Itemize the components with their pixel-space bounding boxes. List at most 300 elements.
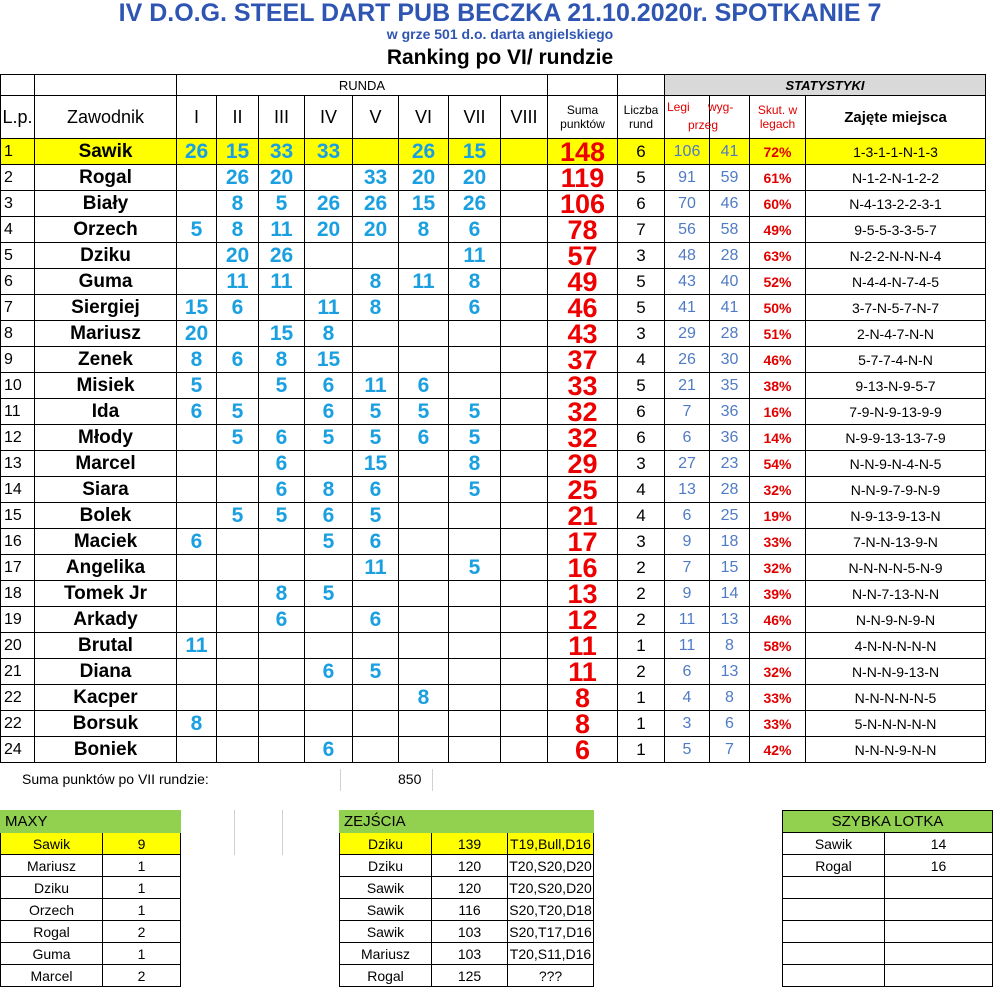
round-3-score: 15: [259, 321, 305, 347]
zejscia-points: 103: [432, 943, 508, 965]
round-header-3: III: [259, 96, 305, 139]
legs-lost: 15: [710, 555, 750, 581]
total-points: 8: [548, 685, 618, 711]
total-points: 11: [548, 633, 618, 659]
lp-cell: 3: [1, 191, 35, 217]
grid-line: [234, 810, 235, 855]
rounds-played: 4: [618, 477, 665, 503]
round-7-score: 15: [449, 139, 501, 165]
szybka-darts: [885, 943, 993, 965]
zejscia-title: ZEJŚCIA: [340, 811, 432, 833]
lp-cell: 4: [1, 217, 35, 243]
zejscia-player: Dziku: [340, 833, 432, 855]
zejscia-player: Rogal: [340, 965, 432, 987]
legs-won: 13: [665, 477, 710, 503]
leg-efficiency: 14%: [750, 425, 806, 451]
summary-value: 850: [398, 771, 422, 787]
round-3-score: 5: [259, 373, 305, 399]
player-name: Rogal: [35, 165, 177, 191]
legs-won: 43: [665, 269, 710, 295]
round-5-score: 5: [353, 425, 399, 451]
maxy-table: [0, 810, 181, 987]
rounds-played: 4: [618, 503, 665, 529]
total-points: 8: [548, 711, 618, 737]
lp-cell: 15: [1, 503, 35, 529]
zejscia-combo: T20,S11,D16: [508, 943, 594, 965]
rounds-played: 1: [618, 685, 665, 711]
legs-won: 5: [665, 737, 710, 763]
round-6-score: 20: [399, 165, 449, 191]
round-2-score: 5: [217, 425, 259, 451]
zejscia-points: 120: [432, 877, 508, 899]
round-4-score: 5: [305, 581, 353, 607]
round-1-score: 15: [177, 295, 217, 321]
lp-cell: 16: [1, 529, 35, 555]
lp-cell: 12: [1, 425, 35, 451]
total-points: 17: [548, 529, 618, 555]
szybka-row: [783, 877, 993, 899]
round-1-score: 8: [177, 347, 217, 373]
round-1-score: [177, 425, 217, 451]
round-4-score: [305, 243, 353, 269]
round-1-score: 5: [177, 373, 217, 399]
round-1-score: 6: [177, 529, 217, 555]
round-7-score: 5: [449, 555, 501, 581]
round-1-score: [177, 191, 217, 217]
lp-cell: 10: [1, 373, 35, 399]
round-1-score: [177, 243, 217, 269]
legs-won: 3: [665, 711, 710, 737]
maxy-player: Mariusz: [1, 855, 103, 877]
maxy-player: Sawik: [1, 833, 103, 855]
leg-efficiency: 33%: [750, 711, 806, 737]
zejscia-table: [339, 810, 594, 987]
round-5-score: [353, 243, 399, 269]
round-8-score: [501, 555, 548, 581]
rounds-played: 5: [618, 295, 665, 321]
round-2-score: [217, 555, 259, 581]
szybka-player: Rogal: [783, 855, 885, 877]
lp-cell: 20: [1, 633, 35, 659]
legs-lost: 41: [710, 295, 750, 321]
legs-lost: 18: [710, 529, 750, 555]
round-3-score: 8: [259, 581, 305, 607]
zejscia-row: [340, 943, 594, 965]
table-row: [1, 607, 986, 633]
round-8-score: [501, 711, 548, 737]
total-points: 12: [548, 607, 618, 633]
round-header-8: VIII: [501, 96, 548, 139]
round-4-score: 8: [305, 477, 353, 503]
round-7-score: 5: [449, 399, 501, 425]
round-3-score: [259, 399, 305, 425]
round-5-score: 15: [353, 451, 399, 477]
round-3-score: 5: [259, 503, 305, 529]
round-header-7: VII: [449, 96, 501, 139]
leg-efficiency: 50%: [750, 295, 806, 321]
lp-cell: 21: [1, 659, 35, 685]
round-1-score: [177, 737, 217, 763]
player-name: Bolek: [35, 503, 177, 529]
round-7-score: [449, 529, 501, 555]
zejscia-combo: ???: [508, 965, 594, 987]
zejscia-player: Sawik: [340, 921, 432, 943]
round-2-score: [217, 685, 259, 711]
leg-efficiency: 38%: [750, 373, 806, 399]
leg-efficiency: 33%: [750, 529, 806, 555]
table-row: [1, 503, 986, 529]
zejscia-combo: T20,S20,D20: [508, 877, 594, 899]
round-7-score: [449, 347, 501, 373]
round-6-score: 6: [399, 425, 449, 451]
round-5-score: 5: [353, 399, 399, 425]
round-4-score: [305, 633, 353, 659]
blank-header: [618, 75, 665, 96]
round-header-5: V: [353, 96, 399, 139]
lp-cell: 6: [1, 269, 35, 295]
table-row: [1, 685, 986, 711]
round-5-score: 8: [353, 269, 399, 295]
table-row: [1, 477, 986, 503]
round-4-score: [305, 711, 353, 737]
places-taken: 3-7-N-5-7-N-7: [806, 295, 986, 321]
round-1-score: [177, 659, 217, 685]
legs-won: 41: [665, 295, 710, 321]
rounds-played: 4: [618, 347, 665, 373]
round-6-score: [399, 659, 449, 685]
round-8-score: [501, 399, 548, 425]
leg-efficiency: 63%: [750, 243, 806, 269]
legs-won: 56: [665, 217, 710, 243]
table-row: [1, 217, 986, 243]
round-7-score: 6: [449, 217, 501, 243]
round-7-score: [449, 373, 501, 399]
legs-won: 48: [665, 243, 710, 269]
player-name: Marcel: [35, 451, 177, 477]
places-taken: 5-N-N-N-N-N: [806, 711, 986, 737]
leg-efficiency: 52%: [750, 269, 806, 295]
legs-won: 6: [665, 659, 710, 685]
round-6-score: [399, 503, 449, 529]
round-2-score: 11: [217, 269, 259, 295]
rounds-played: 6: [618, 425, 665, 451]
round-2-score: 8: [217, 191, 259, 217]
szybka-row: [783, 965, 993, 987]
summary-line: [0, 769, 1000, 791]
szybka-row: [783, 921, 993, 943]
rounds-played: 3: [618, 243, 665, 269]
round-5-score: 26: [353, 191, 399, 217]
round-4-score: 11: [305, 295, 353, 321]
szybka-darts: [885, 877, 993, 899]
round-2-score: [217, 321, 259, 347]
przegrane-label: przeg: [688, 118, 719, 132]
round-5-score: [353, 633, 399, 659]
maxy-player: Guma: [1, 943, 103, 965]
total-points: 32: [548, 399, 618, 425]
legs-won: 4: [665, 685, 710, 711]
legs-won: 21: [665, 373, 710, 399]
round-7-score: 8: [449, 451, 501, 477]
maxy-count: 2: [103, 921, 181, 943]
legs-won: 26: [665, 347, 710, 373]
round-4-score: [305, 685, 353, 711]
szybka-table: [782, 810, 993, 987]
lp-cell: 14: [1, 477, 35, 503]
round-2-score: [217, 711, 259, 737]
legs-won: 70: [665, 191, 710, 217]
places-taken: N-1-2-N-1-2-2: [806, 165, 986, 191]
round-4-score: [305, 165, 353, 191]
maxy-row: [1, 943, 181, 965]
round-6-score: 26: [399, 139, 449, 165]
legs-won: 91: [665, 165, 710, 191]
round-7-score: [449, 737, 501, 763]
player-name: Młody: [35, 425, 177, 451]
statystyki-header: STATYSTYKI: [665, 75, 986, 96]
round-5-score: [353, 737, 399, 763]
player-name: Biały: [35, 191, 177, 217]
leg-efficiency: 72%: [750, 139, 806, 165]
zejscia-player: Sawik: [340, 899, 432, 921]
rounds-played: 1: [618, 737, 665, 763]
szybka-row: [783, 899, 993, 921]
table-row: [1, 711, 986, 737]
rounds-played: 6: [618, 191, 665, 217]
szybka-row: [783, 855, 993, 877]
round-7-score: [449, 659, 501, 685]
round-header-6: VI: [399, 96, 449, 139]
lp-cell: 13: [1, 451, 35, 477]
blank-header: [35, 75, 177, 96]
round-3-score: [259, 555, 305, 581]
round-4-score: [305, 451, 353, 477]
round-5-score: 11: [353, 555, 399, 581]
round-3-score: [259, 737, 305, 763]
table-row: [1, 555, 986, 581]
leg-efficiency: 51%: [750, 321, 806, 347]
zejscia-row: [340, 833, 594, 855]
round-3-score: 6: [259, 425, 305, 451]
round-7-score: [449, 685, 501, 711]
player-name: Tomek Jr: [35, 581, 177, 607]
total-points: 32: [548, 425, 618, 451]
szybka-player: [783, 943, 885, 965]
places-taken: N-N-9-7-9-N-9: [806, 477, 986, 503]
round-1-score: 6: [177, 399, 217, 425]
leg-efficiency: 49%: [750, 217, 806, 243]
places-taken: 4-N-N-N-N-N: [806, 633, 986, 659]
leg-efficiency: 32%: [750, 659, 806, 685]
zejscia-combo: T19,Bull,D16: [508, 833, 594, 855]
total-points: 33: [548, 373, 618, 399]
round-2-score: 26: [217, 165, 259, 191]
ranking-table: [0, 74, 986, 763]
wygrane-label: wyg-: [708, 100, 734, 114]
player-name: Angelika: [35, 555, 177, 581]
round-8-score: [501, 373, 548, 399]
table-row: [1, 165, 986, 191]
rounds-played: 2: [618, 659, 665, 685]
szybka-player: Sawik: [783, 833, 885, 855]
round-8-score: [501, 685, 548, 711]
round-8-score: [501, 503, 548, 529]
round-7-score: 20: [449, 165, 501, 191]
round-2-score: [217, 529, 259, 555]
round-6-score: 8: [399, 685, 449, 711]
legs-lost: 28: [710, 477, 750, 503]
legs-lost: 14: [710, 581, 750, 607]
rounds-played: 3: [618, 529, 665, 555]
player-name: Kacper: [35, 685, 177, 711]
places-taken: N-N-N-N-N-5: [806, 685, 986, 711]
round-3-score: 11: [259, 269, 305, 295]
maxy-player: Dziku: [1, 877, 103, 899]
player-name: Mariusz: [35, 321, 177, 347]
maxy-player: Orzech: [1, 899, 103, 921]
total-points: 11: [548, 659, 618, 685]
legi-label: Legi: [667, 100, 690, 114]
round-2-score: [217, 737, 259, 763]
leg-efficiency: 60%: [750, 191, 806, 217]
legs-lost: 35: [710, 373, 750, 399]
places-taken: N-N-9-N-4-N-5: [806, 451, 986, 477]
round-8-score: [501, 243, 548, 269]
round-8-score: [501, 321, 548, 347]
total-points: 57: [548, 243, 618, 269]
round-7-score: [449, 321, 501, 347]
table-row: [1, 425, 986, 451]
round-7-score: 26: [449, 191, 501, 217]
round-2-score: 6: [217, 347, 259, 373]
zejscia-combo: T20,S20,D20: [508, 855, 594, 877]
round-1-score: 5: [177, 217, 217, 243]
zejscia-row: [340, 965, 594, 987]
grid-line: [432, 769, 433, 791]
legs-won: 11: [665, 633, 710, 659]
round-1-score: [177, 581, 217, 607]
total-points: 25: [548, 477, 618, 503]
rounds-played: 1: [618, 633, 665, 659]
round-3-score: 11: [259, 217, 305, 243]
round-6-score: [399, 711, 449, 737]
round-4-score: 6: [305, 659, 353, 685]
round-6-score: [399, 451, 449, 477]
places-taken: 9-13-N-9-5-7: [806, 373, 986, 399]
maxy-count: 1: [103, 877, 181, 899]
maxy-count: 1: [103, 943, 181, 965]
leg-efficiency: 61%: [750, 165, 806, 191]
player-name: Maciek: [35, 529, 177, 555]
leg-efficiency: 32%: [750, 555, 806, 581]
legs-lost: 59: [710, 165, 750, 191]
zejscia-points: 120: [432, 855, 508, 877]
leg-efficiency: 16%: [750, 399, 806, 425]
zawodnik-header: Zawodnik: [35, 96, 177, 139]
table-row: [1, 529, 986, 555]
legs-lost: 30: [710, 347, 750, 373]
table-row: [1, 243, 986, 269]
legs-lost: 36: [710, 399, 750, 425]
round-3-score: [259, 685, 305, 711]
round-4-score: [305, 555, 353, 581]
zejscia-points: 125: [432, 965, 508, 987]
rounds-played: 5: [618, 373, 665, 399]
zejscia-points: 103: [432, 921, 508, 943]
leg-efficiency: 42%: [750, 737, 806, 763]
places-taken: N-2-2-N-N-N-4: [806, 243, 986, 269]
table-row: [1, 451, 986, 477]
legs-won: 9: [665, 581, 710, 607]
lp-cell: 19: [1, 607, 35, 633]
round-1-score: 8: [177, 711, 217, 737]
round-5-score: [353, 139, 399, 165]
round-4-score: 5: [305, 425, 353, 451]
rounds-played: 3: [618, 451, 665, 477]
lp-cell: 2: [1, 165, 35, 191]
legs-won: 27: [665, 451, 710, 477]
maxy-row: [1, 921, 181, 943]
lp-cell: 1: [1, 139, 35, 165]
round-3-score: [259, 711, 305, 737]
lp-cell: 8: [1, 321, 35, 347]
round-4-score: 5: [305, 529, 353, 555]
legs-won: 29: [665, 321, 710, 347]
legs-lost: 7: [710, 737, 750, 763]
places-taken: N-9-13-9-13-N: [806, 503, 986, 529]
round-2-score: [217, 659, 259, 685]
sheet-subtitle: w grze 501 d.o. darta angielskiego: [386, 26, 614, 42]
skut-header: Skut. w legach: [750, 96, 806, 139]
round-1-score: [177, 477, 217, 503]
table-row: [1, 581, 986, 607]
round-7-score: 6: [449, 295, 501, 321]
places-taken: 7-N-N-13-9-N: [806, 529, 986, 555]
table-row: [1, 633, 986, 659]
round-1-score: 20: [177, 321, 217, 347]
rounds-played: 1: [618, 711, 665, 737]
round-4-score: [305, 607, 353, 633]
szybka-darts: 14: [885, 833, 993, 855]
zejscia-row: [340, 855, 594, 877]
round-5-score: [353, 711, 399, 737]
round-6-score: [399, 555, 449, 581]
total-points: 6: [548, 737, 618, 763]
round-6-score: [399, 633, 449, 659]
round-8-score: [501, 659, 548, 685]
round-6-score: [399, 529, 449, 555]
round-2-score: 15: [217, 139, 259, 165]
legs-lost: 58: [710, 217, 750, 243]
round-4-score: 6: [305, 373, 353, 399]
legs-lost: 8: [710, 685, 750, 711]
round-7-score: [449, 607, 501, 633]
player-name: Borsuk: [35, 711, 177, 737]
zejscia-player: Sawik: [340, 877, 432, 899]
zejscia-player: Mariusz: [340, 943, 432, 965]
places-taken: N-N-N-N-5-N-9: [806, 555, 986, 581]
round-8-score: [501, 217, 548, 243]
total-points: 16: [548, 555, 618, 581]
round-1-score: [177, 165, 217, 191]
szybka-row: [783, 833, 993, 855]
szybka-darts: [885, 965, 993, 987]
round-4-score: [305, 269, 353, 295]
maxy-row: [1, 855, 181, 877]
round-6-score: [399, 581, 449, 607]
rounds-played: 5: [618, 165, 665, 191]
player-name: Sawik: [35, 139, 177, 165]
